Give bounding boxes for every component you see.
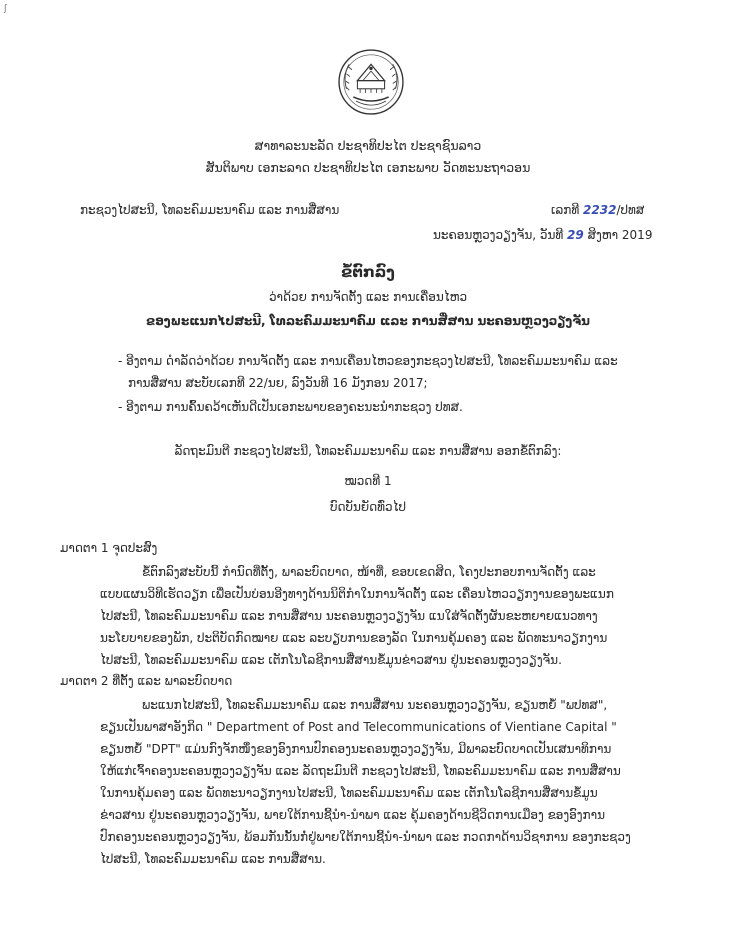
article-2-heading: ມາດຕາ 2 ທີ່ຕັ້ງ ແລະ ພາລະບົດບາດ [60, 674, 233, 688]
date-prefix: ນະຄອນຫຼວງວຽງຈັນ, ວັນທີ [433, 228, 564, 242]
reference-line: - ອີງຕາມ ການຄົ້ນຄວ້າເຫັນດີເປັນເອກະພາບຂອງຄະນະນຳກະຊວງ ປທສ. [118, 400, 463, 414]
republic-name: ສາທາລະນະລັດ ປະຊາທິປະໄຕ ປະຊາຊົນລາວ [254, 138, 482, 153]
article-line: ໄປສະນີ, ໂທລະຄົມມະນາຄົມ ແລະ ເຕັກໂນໂລຊີການສື່ສານຂໍ້ມູນຂ່າວສານ ຢູ່ນະຄອນຫຼວງວຽງຈັນ. [100, 653, 562, 667]
article-line: ໄປສະນີ, ໂທລະຄົມມະນາຄົມ ແລະ ການສື່ສານ ນະຄອນຫຼວງວຽງຈັນ ແນໃສ່ຈັດຕັ້ງຜັນຂະຫຍາຍແນວທາງ [100, 609, 598, 623]
reference-line: ການສື່ສານ ສະບັບເລກທີ 22/ນຍ, ລົງວັນທີ 16 ມັງກອນ 2017; [128, 376, 428, 390]
handwritten-day: 29 [567, 228, 584, 242]
article-1-body [100, 561, 715, 671]
article-line: ນະໂຍບາຍຂອງພັກ, ປະຕິບັດກົດໝາຍ ແລະ ລະບຽບການຂອງລັດ ໃນການຄຸ້ມຄອງ ແລະ ພັດທະນາວຽກງານ [100, 631, 608, 645]
reference-2 [118, 396, 718, 418]
page-title: ຂໍ້ຕົກລົງ [341, 263, 395, 281]
document-date [433, 228, 652, 242]
national-motto: ສັນຕິພາບ ເອກະລາດ ປະຊາທິປະໄຕ ເອກະພາບ ວັດທະນະຖາວອນ [205, 160, 531, 175]
article-2-body [100, 694, 715, 870]
article-line: ຂໍ້ຕົກລົງສະບັບນີ້ ກຳນົດທີ່ຕັ້ງ, ພາລະບົດບາດ, ໜ້າທີ່, ຂອບເຂດສິດ, ໂຄງປະກອບການຈັດຕັ້ງ ແລະ [142, 565, 596, 579]
article-line: ໄປສະນີ, ໂທລະຄົມມະນາຄົມ ແລະ ການສື່ສານ. [100, 852, 326, 866]
document-number [551, 203, 644, 217]
chapter-label: ໝວດທີ 1 [344, 474, 392, 488]
scan-corner-mark: ʃ [4, 4, 8, 14]
article-line: ແບບແຜນວິທີເຮັດວຽກ ເພື່ອເປັນບ່ອນອີງທາງດ້ານນິຕິກຳໃນການຈັດຕັ້ງ ແລະ ເຄື່ອນໄຫວວຽກງານຂອງພະແນກ [100, 587, 614, 601]
number-suffix: /ປທສ [616, 203, 645, 217]
title-subline-2: ຂອງພະແນກໄປສະນີ, ໂທລະຄົມມະນາຄົມ ແລະ ການສື່ສານ ນະຄອນຫຼວງວຽງຈັນ [146, 314, 590, 328]
number-label: ເລກທີ [551, 203, 580, 217]
reference-1 [118, 350, 718, 394]
title-subline-1: ວ່າດ້ວຍ ການຈັດຕັ້ງ ແລະ ການເຄື່ອນໄຫວ [268, 290, 468, 304]
ministry-name: ກະຊວງໄປສະນີ, ໂທລະຄົມມະນາຄົມ ແລະ ການສື່ສານ [80, 203, 340, 217]
article-line: ຂ່າວສານ ຢູ່ນະຄອນຫຼວງວຽງຈັນ, ພາຍໃຕ້ການຊີ້ນຳ-ນຳພາ ແລະ ຄຸ້ມຄອງດ້ານຊີວິດການເມືອງ ຂອງອົງການ [100, 808, 605, 822]
decree-line: ລັດຖະມົນຕີ ກະຊວງໄປສະນີ, ໂທລະຄົມມະນາຄົມ ແລະ ການສື່ສານ ອອກຂໍ້ຕົກລົງ: [174, 444, 562, 458]
article-line: ໃນການຄຸ້ມຄອງ ແລະ ພັດທະນາວຽກງານໄປສະນີ, ໂທລະຄົມມະນາຄົມ ແລະ ເຕັກໂນໂລຊີການສື່ສານຂໍ້ມູນ [100, 786, 598, 800]
handwritten-number: 2232 [583, 203, 617, 217]
article-line: ຂຽນເປັນພາສາອັງກິດ " Department of Post and Telecommunications of Vientiane Capital " [100, 720, 617, 734]
article-line: ໃຫ້ແກ່ເຈົ້າຄອງນະຄອນຫຼວງວຽງຈັນ ແລະ ລັດຖະມົນຕີ ກະຊວງໄປສະນີ, ໂທລະຄົມມະນາຄົມ ແລະ ການສື່ສານ [100, 764, 621, 778]
reference-line: - ອີງຕາມ ດຳລັດວ່າດ້ວຍ ການຈັດຕັ້ງ ແລະ ການເຄື່ອນໄຫວຂອງກະຊວງໄປສະນີ, ໂທລະຄົມມະນາຄົມ ແລະ [118, 354, 618, 368]
chapter-title: ບົດບັນຍັດທົ່ວໄປ [329, 500, 407, 514]
article-1-heading: ມາດຕາ 1 ຈຸດປະສົງ [60, 541, 158, 555]
date-suffix: ສິງຫາ 2019 [587, 228, 653, 242]
article-line: ພະແນກໄປສະນີ, ໂທລະຄົມມະນາຄົມ ແລະ ການສື່ສານ ນະຄອນຫຼວງວຽງຈັນ, ຂຽນຫຍໍ້ "ພປທສ", [142, 698, 608, 712]
article-line: ປົກຄອງນະຄອນຫຼວງວຽງຈັນ, ພ້ອມກັນນັ້ນກໍ່ຢູ່ພາຍໃຕ້ການຊີ້ນຳ-ນຳພາ ແລະ ກວດກາດ້ານວິຊາການ ຂອງກະຊວງ [100, 830, 631, 844]
national-emblem-seal [337, 48, 405, 116]
article-line: ຂຽນຫຍໍ້ "DPT" ແມ່ນກົງຈັກໜຶ່ງຂອງອົງການປົກຄອງນະຄອນຫຼວງວຽງຈັນ, ມີພາລະບົດບາດເປັນເສນາທິການ [100, 742, 612, 756]
